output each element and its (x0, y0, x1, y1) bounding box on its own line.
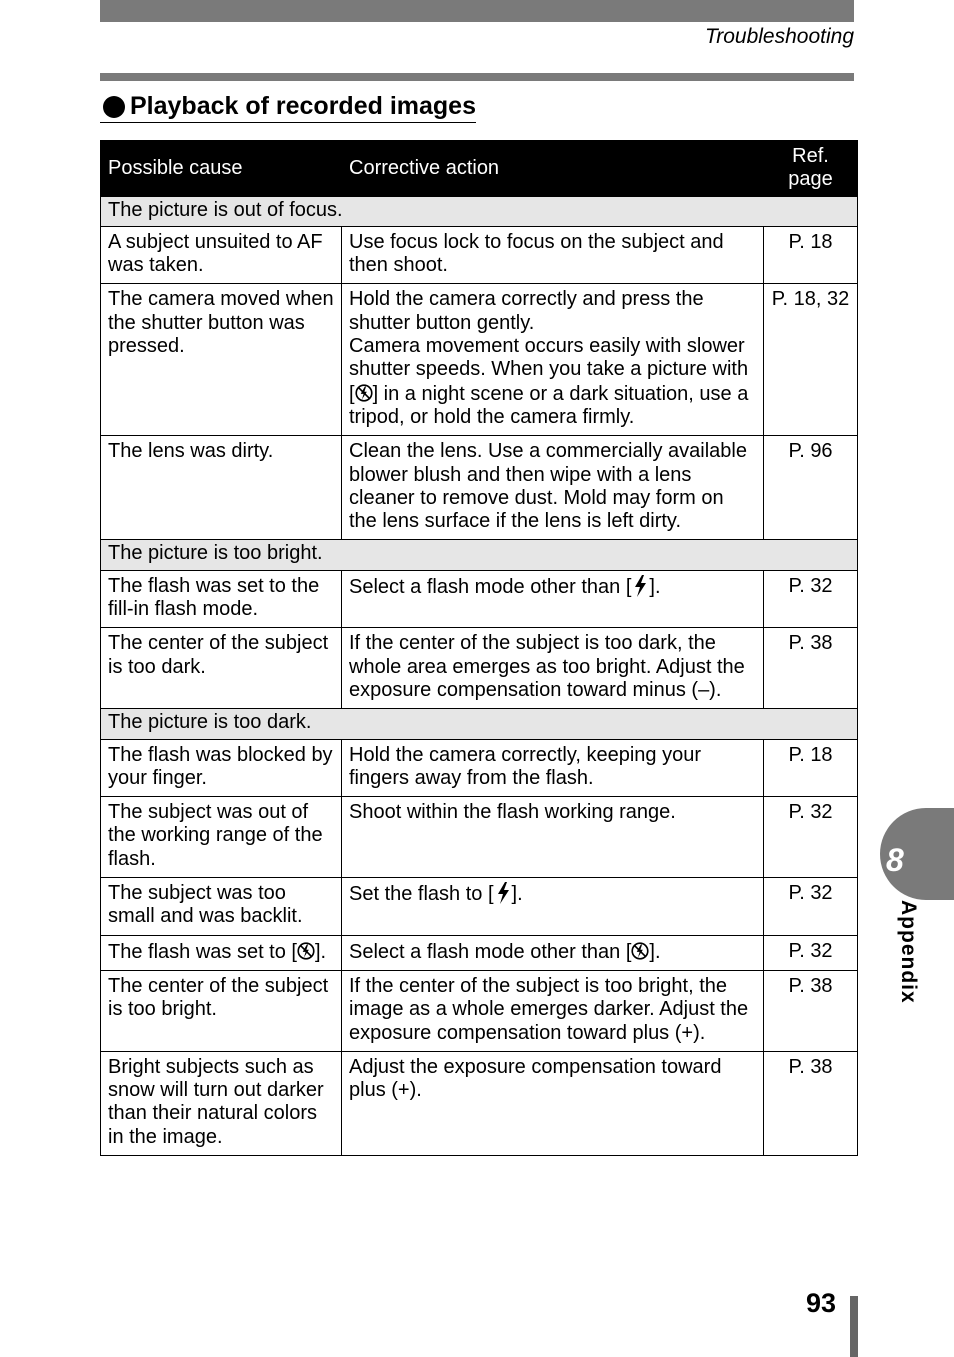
cause-cell (101, 935, 342, 970)
section-heading-text: Playback of recorded images (130, 92, 476, 120)
table-row (101, 739, 858, 797)
action-cell (342, 878, 764, 936)
action-text: ]. (511, 883, 523, 906)
section-heading (100, 92, 476, 123)
header-rule (100, 73, 854, 81)
top-bar (100, 0, 854, 22)
cause-cell: The camera moved when the shutter button was pressed. (101, 284, 342, 436)
page-number: 93 (806, 1288, 837, 1318)
group-title: The picture is too bright. (101, 540, 858, 570)
action-text: Camera movement occurs easily with slower shutter speeds. When you take a picture with [ (349, 335, 749, 405)
table-row (101, 935, 858, 970)
header-cause: Possible cause (101, 141, 342, 197)
bullet-icon (103, 96, 125, 118)
page-bar (850, 1296, 858, 1357)
table-row (101, 797, 858, 878)
cause-text: The flash was set to [ (108, 940, 297, 963)
chapter-label: Appendix (897, 900, 920, 1004)
table-row (101, 1051, 858, 1155)
action-text: Hold the camera correctly and press the shutter button gently. (349, 288, 704, 334)
table-row (101, 284, 858, 436)
cause-cell: A subject unsuited to AF was taken. (101, 226, 342, 284)
group-row (101, 196, 858, 226)
action-text: Select a flash mode other than [ (349, 940, 632, 963)
action-cell: If the center of the subject is too dark, the whole area emerges as too bright. Adjust the exposure compensation toward minus (–). (342, 628, 764, 709)
action-cell: Adjust the exposure compensation toward plus (+). (342, 1051, 764, 1155)
action-cell: Use focus lock to focus on the subject and then shoot. (342, 226, 764, 284)
ref-cell: P. 32 (764, 935, 858, 970)
flash-off-icon (631, 940, 649, 962)
table-row (101, 436, 858, 540)
cause-cell: The flash was blocked by your finger. (101, 739, 342, 797)
group-title: The picture is too dark. (101, 709, 858, 739)
action-text: ] in a night scene or a dark situation, use a tripod, or hold the camera firmly. (349, 382, 749, 428)
action-text: Select a flash mode other than [ (349, 575, 632, 598)
action-text: ]. (649, 940, 661, 963)
cause-cell: The flash was set to the fill-in flash mode. (101, 570, 342, 628)
cause-cell: The center of the subject is too dark. (101, 628, 342, 709)
table-row (101, 226, 858, 284)
ref-cell: P. 38 (764, 970, 858, 1051)
cause-cell: The subject was too small and was backlit. (101, 878, 342, 936)
ref-cell: P. 18 (764, 226, 858, 284)
cause-text: ]. (314, 940, 327, 963)
ref-cell: P. 32 (764, 878, 858, 936)
ref-cell: P. 38 (764, 628, 858, 709)
action-cell: If the center of the subject is too bright, the image as a whole emerges darker. Adjust the exposure compensation toward plus (+). (342, 970, 764, 1051)
table-row (101, 878, 858, 936)
cause-cell: Bright subjects such as snow will turn out darker than their natural colors in the image. (101, 1051, 342, 1155)
action-text: Set the flash to [ (349, 883, 494, 906)
action-cell: Shoot within the flash working range. (342, 797, 764, 878)
night-scene-icon (355, 382, 373, 404)
action-cell (342, 935, 764, 970)
table-row (101, 570, 858, 628)
header-ref: Ref. page (764, 141, 858, 197)
table-row (101, 970, 858, 1051)
action-text: ]. (649, 575, 661, 598)
header-action: Corrective action (342, 141, 764, 197)
header-title: Troubleshooting (704, 25, 854, 48)
flash-off-icon (297, 940, 315, 962)
cause-cell: The center of the subject is too bright. (101, 970, 342, 1051)
table-header-row (101, 141, 858, 197)
action-cell: Hold the camera correctly, keeping your fingers away from the flash. (342, 739, 764, 797)
action-cell (342, 284, 764, 436)
ref-cell: P. 38 (764, 1051, 858, 1155)
fill-in-flash-icon (631, 575, 649, 597)
action-cell (342, 570, 764, 628)
cause-cell: The subject was out of the working range of the flash. (101, 797, 342, 878)
ref-cell: P. 96 (764, 436, 858, 540)
fill-in-flash-icon (494, 882, 512, 904)
chapter-number: 8 (886, 842, 904, 878)
ref-cell: P. 18 (764, 739, 858, 797)
group-row (101, 540, 858, 570)
group-title: The picture is out of focus. (101, 196, 858, 226)
table-row (101, 628, 858, 709)
ref-cell: P. 32 (764, 570, 858, 628)
troubleshooting-table (100, 140, 858, 1156)
ref-cell: P. 32 (764, 797, 858, 878)
ref-cell: P. 18, 32 (764, 284, 858, 436)
group-row (101, 709, 858, 739)
cause-cell: The lens was dirty. (101, 436, 342, 540)
action-cell: Clean the lens. Use a commercially available blower blush and then wipe with a lens cleaner to remove dust. Mold may form on the lens surface if the lens is left dirty. (342, 436, 764, 540)
